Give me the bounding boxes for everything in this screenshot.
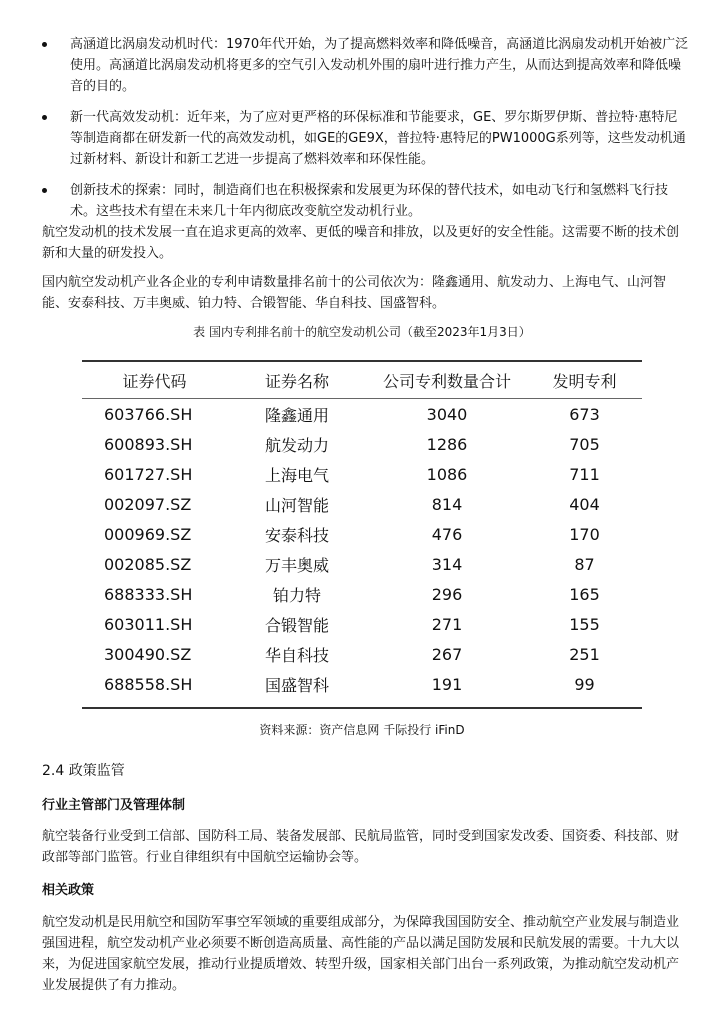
bullet-item [42,34,690,97]
table-cell: 安泰科技 [264,525,329,545]
bullet-text: 新一代高效发动机：近年来，为了应对更严格的环保标准和节能要求，GE、罗尔斯罗伊斯、普拉特·惠特尼等制造商都在研发新一代的高效发动机，如GE的GE9X，普拉特·惠特尼的PW1000G系列等，这些发动机通过新材料、新设计和新工艺进一步提高了燃料效率和环保性能。 [70,110,686,167]
column-header: 证券名称 [227,362,367,399]
table-cell: 华自科技 [264,645,329,665]
section-heading: 2.4 政策监管 [42,763,125,779]
table-cell: 87 [574,554,595,574]
table-cell: 271 [431,614,463,634]
table-cell: 国盛智科 [264,675,329,695]
bullet-item [42,107,690,170]
column-header: 发明专利 [527,362,642,399]
table-cell: 002085.SZ [104,554,192,574]
table-cell: 314 [431,554,463,574]
table-cell: 688333.SH [104,584,193,604]
table-cell: 万丰奥威 [264,555,329,575]
table-cell: 合锻智能 [264,615,329,635]
table-cell: 300490.SZ [104,644,192,664]
table-cell: 002097.SZ [104,494,192,514]
bullet-item [42,180,690,222]
bullet-dot-icon [42,188,47,193]
table-cell: 673 [569,404,600,424]
bullet-text: 创新技术的探索：同时，制造商们也在积极探索和发展更为环保的替代技术，如电动飞行和氢燃料飞行技术。这些技术有望在未来几十年内彻底改变航空发动机行业。 [70,183,669,219]
table-cell: 3040 [426,404,468,424]
patent-table [82,360,642,709]
table-cell: 155 [569,614,600,634]
table-cell: 165 [569,584,600,604]
table-row [82,489,642,519]
paragraph-patent-ranking: 国内航空发动机产业各企业的专利申请数量排名前十的公司依次为：隆鑫通用、航发动力、上海电气、山河智能、安泰科技、万丰奥威、铂力特、合锻智能、华自科技、国盛智科。 [42,275,667,311]
table-row [82,459,642,489]
paragraph-tech-development: 航空发动机的技术发展一直在追求更高的效率、更低的噪音和排放，以及更好的安全性能。这需要不断的技术创新和大量的研发投入。 [42,225,680,261]
table-cell: 601727.SH [104,464,193,484]
bullet-dot-icon [42,115,47,120]
table-cell: 476 [431,524,463,544]
bullet-list [42,34,690,232]
subsection-heading-management: 行业主管部门及管理体制 [42,798,186,813]
bullet-text: 高涵道比涡扇发动机时代：1970年代开始，为了提高燃料效率和降低噪音，高涵道比涡扇发动机开始被广泛使用。高涵道比涡扇发动机将更多的空气引入发动机外围的扇叶进行推力产生，从而达到提高效率和降低噪音的目的。 [70,37,689,94]
table-cell: 603766.SH [104,404,193,424]
table-row [82,429,642,459]
table-cell: 603011.SH [104,614,193,634]
table-cell: 814 [431,494,463,514]
table-cell: 711 [569,464,600,484]
table-cell: 705 [569,434,600,454]
column-header: 公司专利数量合计 [367,362,527,399]
table-cell: 000969.SZ [104,524,192,544]
table-cell: 1086 [426,464,468,484]
table-cell: 296 [431,584,463,604]
table-cell: 隆鑫通用 [264,405,329,425]
bullet-dot-icon [42,42,47,47]
table-cell: 191 [431,674,463,694]
table-cell: 404 [569,494,600,514]
table-header-row [82,362,642,399]
paragraph-policy: 航空发动机是民用航空和国防军事空军领域的重要组成部分，为保障我国国防安全、推动航空产业发展与制造业强国进程，航空发动机产业必须要不断创造高质量、高性能的产品以满足国防发展和民航发展的需要。十九大以来，为促进国家航空发展，推动行业提质增效、转型升级，国家相关部门出台一系列政策，为推动航空发动机产业发展提供了有力推动。 [42,915,680,993]
table-cell: 1286 [426,434,468,454]
table-cell: 铂力特 [272,585,321,605]
table-row [82,639,642,669]
table-cell: 600893.SH [104,434,193,454]
table-row [82,399,642,430]
table-cell: 航发动力 [264,435,329,455]
table-cell: 山河智能 [264,495,329,515]
table-cell: 688558.SH [104,674,193,694]
table-row [82,609,642,639]
table-cell: 99 [574,674,595,694]
table-source: 资料来源：资产信息网 千际投行 iFinD [259,723,465,737]
table-cell: 170 [569,524,600,544]
table-cell: 上海电气 [264,465,329,485]
table-row [82,669,642,699]
table-cell: 267 [431,644,463,664]
subsection-heading-policy: 相关政策 [42,883,95,898]
paragraph-management: 航空装备行业受到工信部、国防科工局、装备发展部、民航局监管，同时受到国家发改委、国资委、科技部、财政部等部门监管。行业自律组织有中国航空运输协会等。 [42,829,680,865]
column-header: 证券代码 [82,362,227,399]
table-row [82,579,642,609]
table-row [82,519,642,549]
table-cell: 251 [569,644,600,664]
table-row [82,549,642,579]
table-caption: 表 国内专利排名前十的航空发动机公司（截至2023年1月3日） [193,325,531,339]
